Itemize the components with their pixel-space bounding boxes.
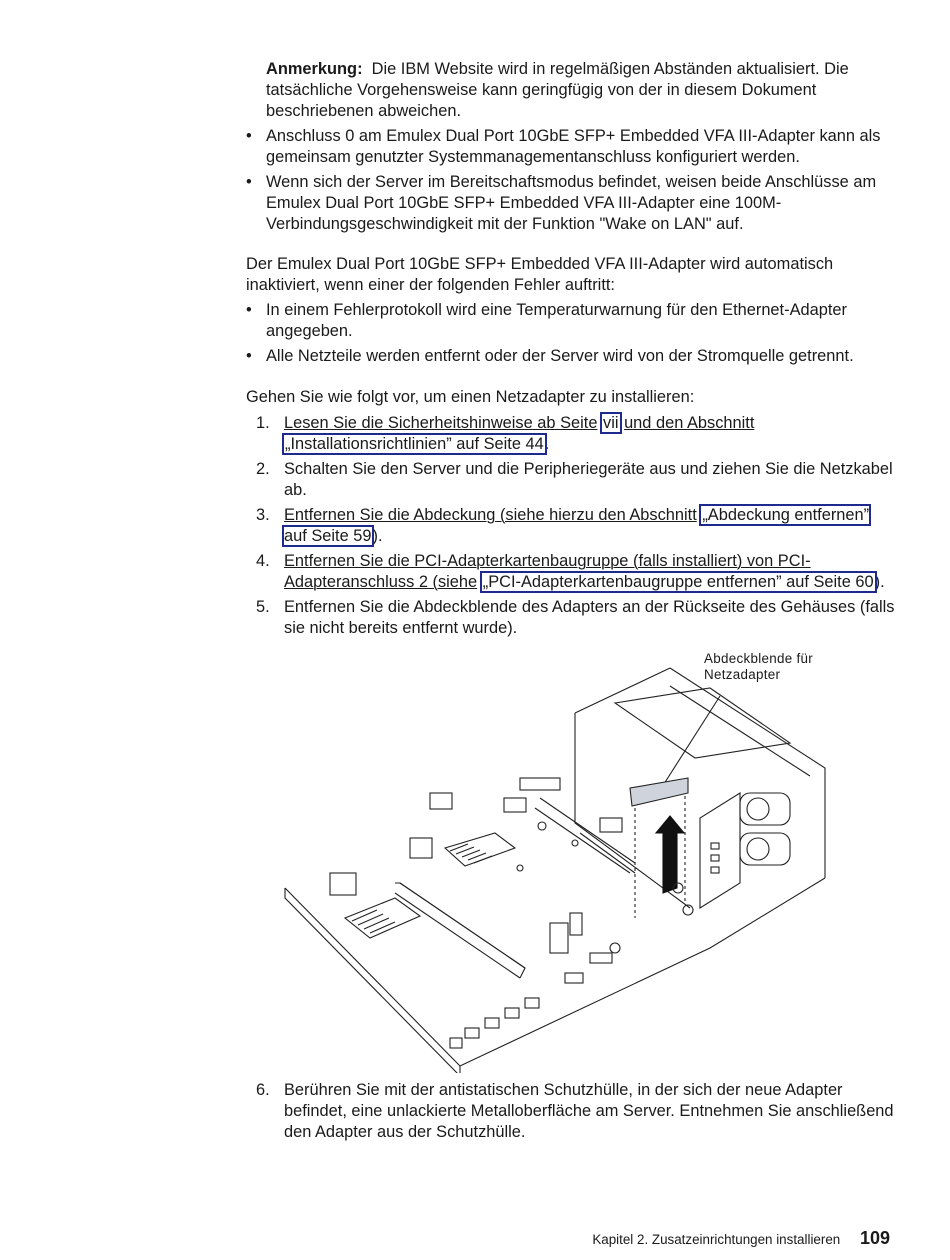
step-text: . — [544, 435, 550, 453]
step-1 — [246, 413, 896, 455]
callout-line: Abdeckblende für — [704, 651, 814, 666]
step-5 — [246, 597, 896, 639]
bullet-item — [246, 300, 896, 342]
callout-line: Netzadapter — [704, 667, 781, 682]
step-number: 5. — [256, 598, 270, 616]
step-text: Entfernen Sie die Abdeckblende des Adapters an der Rückseite des Gehäuses (falls sie nicht bereits entfernt wurde). — [284, 598, 895, 637]
bullet-item — [246, 126, 896, 168]
link-page-vii[interactable]: vii — [603, 414, 619, 432]
link-pci-adapterkartenbaugruppe[interactable]: „PCI-Adapterkartenbaugruppe entfernen” auf Seite 60 — [482, 573, 874, 591]
note-label: Anmerkung: — [266, 60, 363, 78]
bullet-text: Alle Netzteile werden entfernt oder der Server wird von der Stromquelle getrennt. — [266, 347, 854, 365]
step-3 — [246, 505, 896, 547]
bullet-dot: • — [246, 347, 252, 365]
server-illustration — [270, 648, 830, 1073]
bullet-text: Anschluss 0 am Emulex Dual Port 10GbE SFP+ Embedded VFA III-Adapter kann als gemeinsam genutzter Systemmanagementanschluss konfiguriert werden. — [266, 127, 881, 166]
bullet-text: Wenn sich der Server im Bereitschaftsmodus befindet, weisen beide Anschlüsse am Emulex Dual Port 10GbE SFP+ Embedded VFA III-Adapter eine 100M-Verbindungsgeschwindigkeit mit der Funktion "Wake on LAN" auf. — [266, 173, 877, 233]
link-abdeckung-entfernen[interactable]: „Abdeckung entfernen” auf Seite 59 — [284, 506, 870, 545]
bullet-dot: • — [246, 173, 252, 191]
bullet-item — [246, 172, 896, 235]
step-text: Schalten Sie den Server und die Peripheriegeräte aus und ziehen Sie die Netzkabel ab. — [284, 460, 893, 499]
step-4 — [246, 551, 896, 593]
page-footer — [592, 1228, 890, 1249]
bullet-item — [246, 346, 896, 367]
footer-chapter: Kapitel 2. Zusatzeinrichtungen installieren — [592, 1232, 841, 1247]
link-installationsrichtlinien[interactable]: „Installationsrichtlinien” auf Seite 44 — [285, 435, 544, 453]
step-number: 3. — [256, 506, 270, 524]
step-number: 1. — [256, 414, 270, 432]
step-text: und den Abschnitt — [624, 414, 755, 432]
step-number: 4. — [256, 552, 270, 570]
step-number: 6. — [256, 1081, 270, 1099]
bullet-dot: • — [246, 301, 252, 319]
step-number: 2. — [256, 460, 270, 478]
note-text: Die IBM Website wird in regelmäßigen Abständen aktualisiert. Die tatsächliche Vorgehensweise kann geringfügig von der in diesem Dokument beschriebenen abweichen. — [266, 60, 849, 120]
step-6 — [246, 1080, 896, 1143]
step-text: ). — [874, 573, 885, 591]
paragraph-auto-disable: Der Emulex Dual Port 10GbE SFP+ Embedded VFA III-Adapter wird automatisch inaktiviert, wenn einer der folgenden Fehler auftritt: — [246, 255, 834, 294]
step-2 — [246, 459, 896, 501]
bullet-dot: • — [246, 127, 252, 145]
step-text: Entfernen Sie die Abdeckung (siehe hierzu den Abschnitt — [284, 506, 697, 524]
step-text: Lesen Sie die Sicherheitshinweise ab Seite — [284, 414, 598, 432]
paragraph-intro-steps: Gehen Sie wie folgt vor, um einen Netzadapter zu installieren: — [246, 388, 695, 406]
step-text: ). — [372, 527, 383, 545]
step-text: Entfernen Sie die PCI-Adapterkartenbaugruppe (falls installiert) von PCI-Adapteranschluss 2 (siehe — [284, 552, 811, 591]
bullet-text: In einem Fehlerprotokoll wird eine Temperaturwarnung für den Ethernet-Adapter angegeben. — [266, 301, 847, 340]
note-paragraph — [266, 59, 896, 122]
page-number: 109 — [859, 1228, 890, 1248]
step-text: Berühren Sie mit der antistatischen Schutzhülle, in der sich der neue Adapter befindet, eine unlackierte Metalloberfläche am Server. Entnehmen Sie anschließend den Adapter aus der Schutzhülle. — [284, 1081, 894, 1141]
